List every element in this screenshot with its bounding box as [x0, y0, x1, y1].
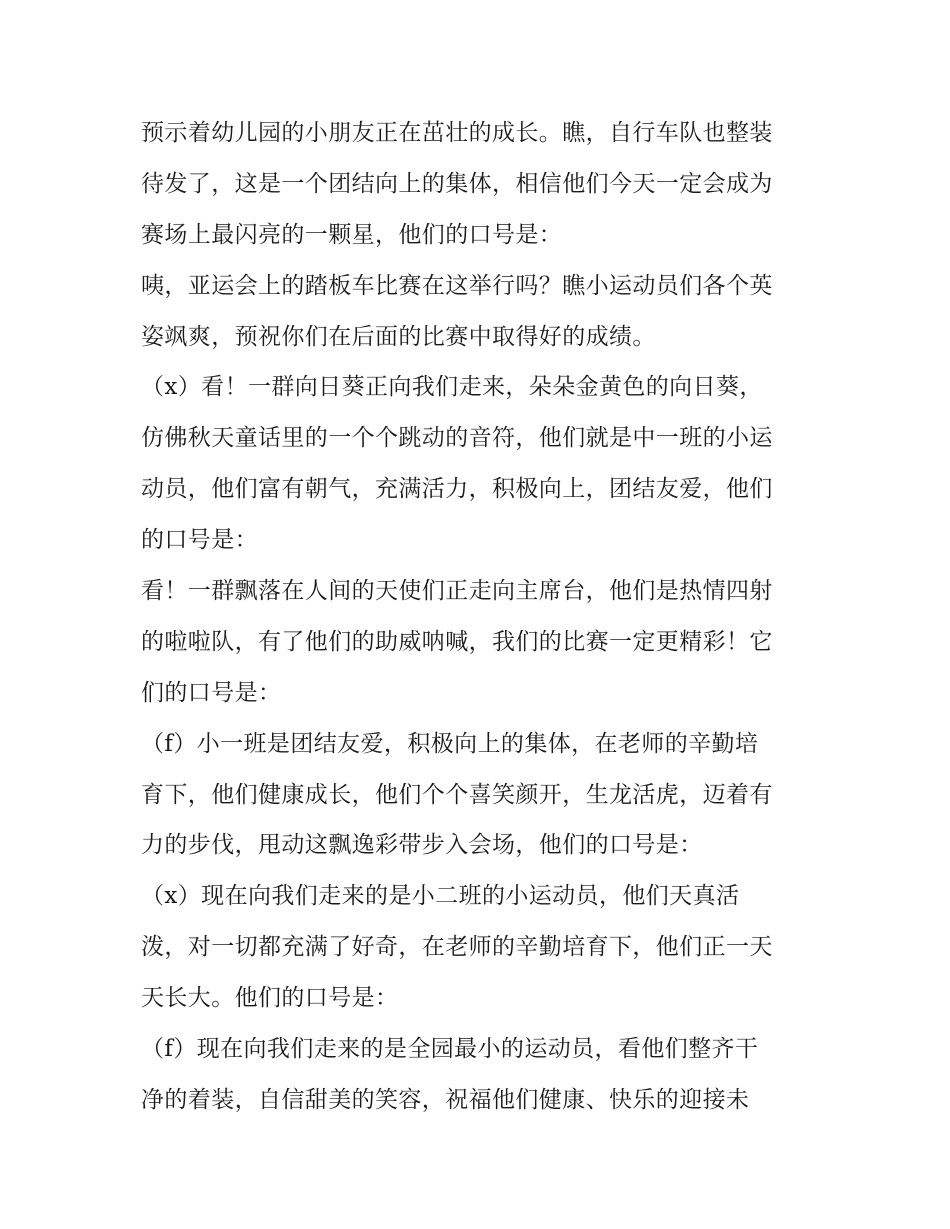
text-line: （f）小一班是团结友爱，积极向上的集体，在老师的辛勤培: [141, 730, 759, 757]
text-line: 看！一群飘落在人间的天使们正走向主席台，他们是热情四射: [141, 578, 773, 605]
text-line: 的啦啦队，有了他们的助威呐喊，我们的比赛一定更精彩！它: [141, 628, 773, 655]
text-line: （x）现在向我们走来的是小二班的小运动员，他们天真活: [141, 883, 740, 910]
text-line: 的口号是：: [141, 527, 258, 554]
text-line: 咦，亚运会上的踏板车比赛在这举行吗？瞧小运动员们各个英: [141, 272, 773, 299]
text-line: （x）看！一群向日葵正向我们走来，朵朵金黄色的向日葵，: [141, 374, 763, 401]
text-line: 净的着装，自信甜美的笑容，祝福他们健康、快乐的迎接未: [141, 1086, 750, 1113]
text-line: 仿佛秋天童话里的一个个跳动的音符，他们就是中一班的小运: [141, 425, 773, 452]
text-line: （f）现在向我们走来的是全园最小的运动员，看他们整齐干: [141, 1036, 759, 1063]
text-line: 赛场上最闪亮的一颗星，他们的口号是：: [141, 221, 563, 248]
text-line: 力的步伐，甩动这飘逸彩带步入会场，他们的口号是：: [141, 832, 703, 859]
text-line: 育下，他们健康成长，他们个个喜笑颜开，生龙活虎，迈着有: [141, 781, 773, 808]
text-line: 姿飒爽，预祝你们在后面的比赛中取得好的成绩。: [141, 323, 656, 350]
text-line: 天长大。他们的口号是：: [141, 985, 399, 1012]
document-body: [141, 108, 821, 1126]
text-line: 动员，他们富有朝气，充满活力，积极向上，团结友爱，他们: [141, 476, 773, 503]
text-line: 待发了，这是一个团结向上的集体，相信他们今天一定会成为: [141, 170, 773, 197]
text-line: 预示着幼儿园的小朋友正在茁壮的成长。瞧，自行车队也整装: [141, 120, 773, 146]
text-line: 泼，对一切都充满了好奇，在老师的辛勤培育下，他们正一天: [141, 934, 773, 961]
text-line: 们的口号是：: [141, 679, 282, 706]
